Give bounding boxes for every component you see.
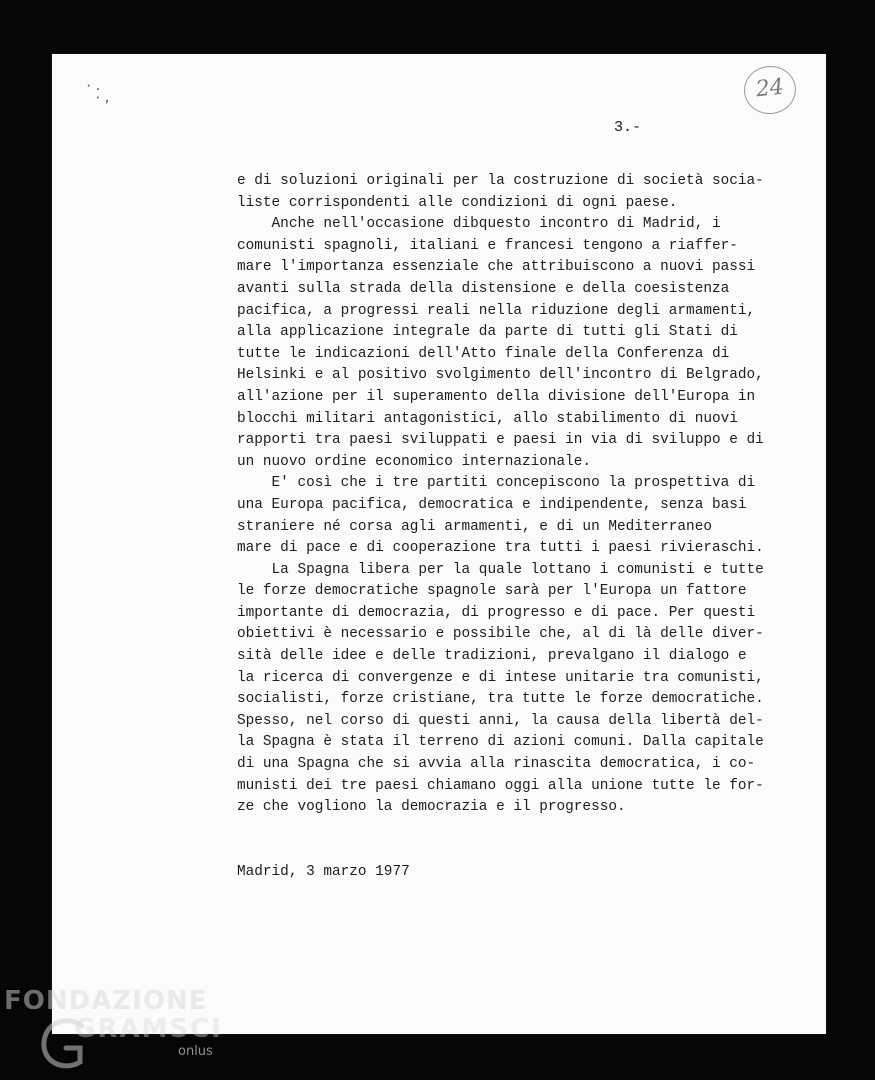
page-number: 3.-: [614, 119, 642, 136]
text-line: una Europa pacifica, democratica e indipendente, senza basi: [237, 496, 747, 513]
text-line: blocchi militari antagonistici, allo stabilimento di nuovi: [237, 410, 738, 427]
text-line: importante di democrazia, di progresso e di pace. Per questi: [237, 604, 756, 621]
text-line: sità delle idee e delle tradizioni, prevalgano il dialogo e: [237, 648, 747, 665]
text-line: comunisti spagnoli, italiani e francesi tengono a riaffer-: [237, 237, 738, 254]
text-line: Spesso, nel corso di questi anni, la causa della libertà del-: [237, 712, 764, 729]
text-line: all'azione per il superamento della divisione dell'Europa in: [237, 388, 756, 405]
text-line: E' così che i tre partiti concepiscono la prospettiva di: [237, 475, 756, 492]
text-line: un nuovo ordine economico internazionale.: [237, 453, 592, 470]
archive-watermark: [4, 984, 224, 1080]
place-date-signoff: Madrid, 3 marzo 1977: [237, 864, 410, 880]
text-line: avanti sulla strada della distensione e della coesistenza: [237, 280, 730, 297]
text-line: tutte le indicazioni dell'Atto finale della Conferenza di: [237, 345, 730, 362]
text-line: straniere né corsa agli armamenti, e di un Mediterraneo: [237, 518, 712, 535]
text-line: La Spagna libera per la quale lottano i comunisti e tutte: [237, 561, 764, 578]
folio-number: 24: [754, 74, 786, 103]
text-line: Anche nell'occasione dibquesto incontro di Madrid, i: [237, 216, 721, 233]
watermark-line-1: FONDAZIONE: [4, 986, 208, 1016]
watermark-line-2: GRAMSCI: [74, 1014, 223, 1044]
text-line: socialisti, forze cristiane, tra tutte le forze democratiche.: [237, 691, 764, 708]
page-specks: ·. ·,: [85, 79, 113, 105]
text-line: rapporti tra paesi sviluppati e paesi in via di sviluppo e di: [237, 432, 764, 449]
watermark-onlus: onlus: [178, 1044, 213, 1059]
text-line: la Spagna è stata il terreno di azioni comuni. Dalla capitale: [237, 734, 764, 751]
text-line: ze che vogliono la democrazia e il progresso.: [237, 799, 626, 816]
text-line: obiettivi è necessario e possibile che, al di là delle diver-: [237, 626, 764, 643]
text-line: munisti dei tre paesi chiamano oggi alla unione tutte le for-: [237, 777, 764, 794]
text-line: liste corrispondenti alle condizioni di ogni paese.: [237, 194, 678, 211]
text-line: le forze democratiche spagnole sarà per l'Europa un fattore: [237, 583, 747, 600]
text-line: pacifica, a progressi reali nella riduzione degli armamenti,: [237, 302, 756, 319]
text-line: alla applicazione integrale da parte di tutti gli Stati di: [237, 324, 738, 341]
text-line: di una Spagna che si avvia alla rinascita democratica, i co-: [237, 756, 756, 773]
text-line: e di soluzioni originali per la costruzione di società socia-: [237, 173, 764, 189]
text-line: mare l'importanza essenziale che attribuiscono a nuovi passi: [237, 259, 756, 276]
text-line: mare di pace e di cooperazione tra tutti i paesi rivieraschi.: [237, 540, 764, 557]
letter-body: [237, 171, 807, 819]
text-line: la ricerca di convergenze e di intese unitarie tra comunisti,: [237, 669, 764, 686]
text-line: Helsinki e al positivo svolgimento dell'incontro di Belgrado,: [237, 367, 764, 384]
